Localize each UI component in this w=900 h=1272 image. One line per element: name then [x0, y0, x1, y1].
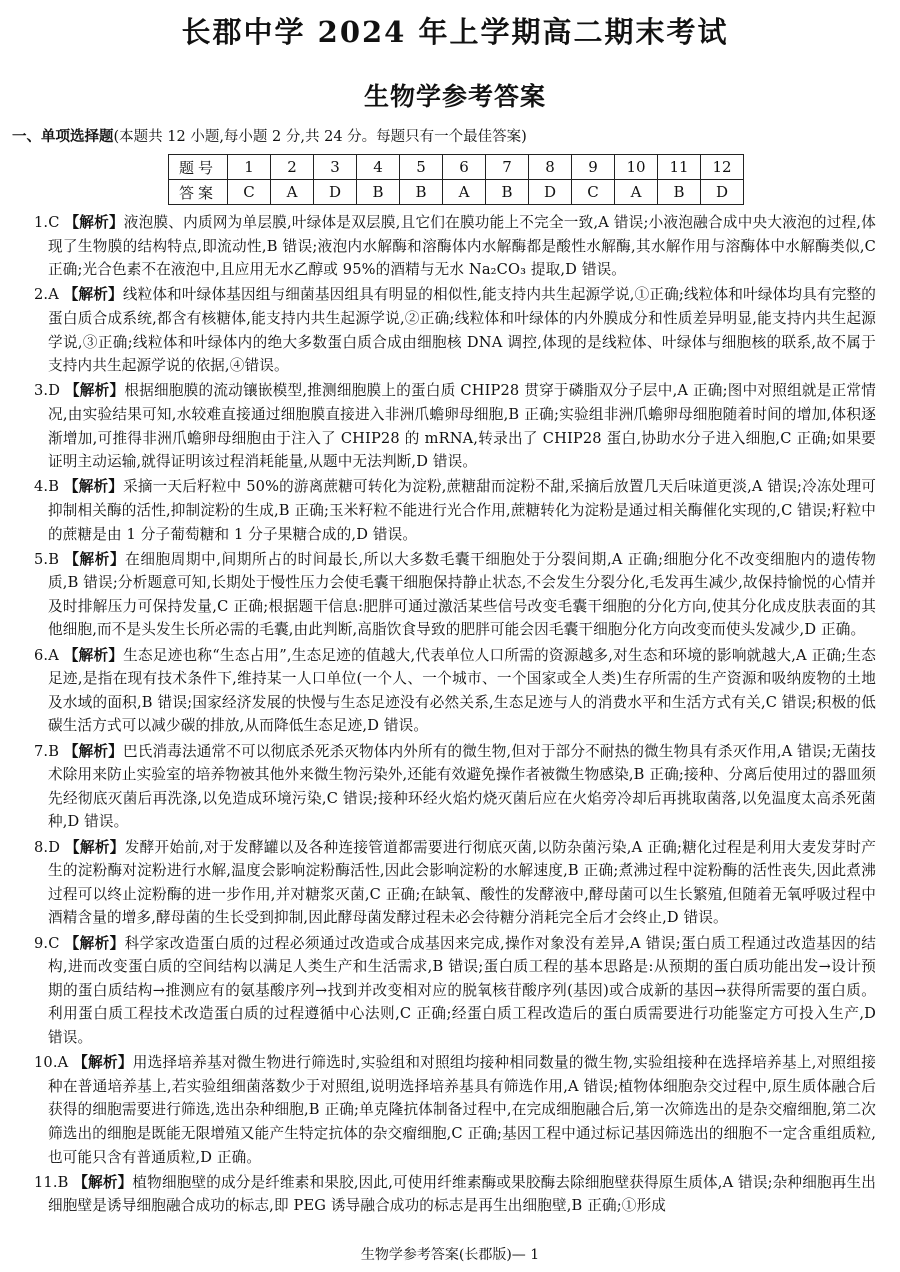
item-text: 生态足迹也称“生态占用”,生态足迹的值越大,代表单位人口所需的资源越多,对生态和环境的影响就越大,A 正确;生态足迹,是指在现有技术条件下,维持某一人口单位(一个人、一个城市、一个国家或全人类)生存所需的生产资源和吸纳废物的土地及水域的面积,B 错误;国家经济发展的快慢与生态足迹没有必然关系,生态足迹与人的消费水平和生活方式有关,C 错误;积极的低碳生活方式可以减少碳的排放,从而降低生态足迹,D 错误。 [48, 646, 876, 735]
question-number-cell: 4 [357, 155, 400, 180]
item-text: 线粒体和叶绿体基因组与细菌基因组具有明显的相似性,能支持内共生起源学说,①正确;线粒体和叶绿体均具有完整的蛋白质合成系统,都含有核糖体,能支持内共生起源学说,②正确;线粒体和叶绿体的内外膜成分和性质差异明显,能支持内共生起源学说,③正确;线粒体和叶绿体内的绝大多数蛋白质合成由细胞核 DNA 调控,体现的是线粒体、叶绿体与细胞核的联系,故不属于支持内共生起源学说的依据,④错误。 [48, 286, 876, 375]
analysis-tag: 【解析】 [63, 742, 123, 760]
explanation-item [34, 644, 876, 738]
answer-table-wrap [34, 154, 876, 205]
item-text: 液泡膜、内质网为单层膜,叶绿体是双层膜,且它们在膜功能上不完全一致,A 错误;小液泡融合成中央大液泡的过程,体现了生物膜的结构特点,即流动性,B 错误;液泡内水解酶和溶酶体内水解酶都是酸性水解酶,其水解作用与溶酶体中水解酶类似,C 正确;光合色素不在液泡中,且应用无水乙醇或 95%的酒精与无水 Na₂CO₃ 提取,D 错误。 [48, 214, 877, 279]
analysis-tag: 【解析】 [63, 478, 124, 496]
explanation-item [34, 932, 876, 1050]
item-number: 2.A [34, 286, 59, 304]
section-label: 一、单项选择题 [12, 128, 114, 145]
answer-cell: A [443, 180, 486, 205]
item-number: 10.A [34, 1054, 69, 1072]
item-text: 科学家改造蛋白质的过程必须通过改造或合成基因来完成,操作对象没有差异,A 错误;蛋白质工程通过改造基因的结构,进而改变蛋白质的空间结构以满足人类生产和生活需求,B 错误;蛋白质工程的基本思路是:从预期的蛋白质功能出发→设计预期的蛋白质结构→推测应有的氨基酸序列→找到并改变相对应的脱氧核苷酸序列(基因)或合成新的基因→获得所需要的蛋白质。利用蛋白质工程技术改造蛋白质的过程遵循中心法则,C 正确;经蛋白质工程改造后的蛋白质需要进行功能鉴定方可投入生产,D 错误。 [48, 934, 876, 1046]
answer-table [168, 154, 744, 205]
answer-table-answer-row [169, 180, 744, 205]
item-number: 4.B [34, 478, 60, 496]
answer-cell: A [615, 180, 658, 205]
item-number: 5.B [34, 550, 60, 568]
item-text: 用选择培养基对微生物进行筛选时,实验组和对照组均接种相同数量的微生物,实验组接种在选择培养基上,对照组接种在普通培养基上,若实验组细菌落数少于对照组,说明选择培养基具有筛选作用,A 错误;植物体细胞杂交过程中,原生质体融合后获得的细胞需要进行筛选,选出杂种细胞,B 正确;单克隆抗体制备过程中,在完成细胞融合后,第一次筛选出的是杂交瘤细胞,第二次筛选出的细胞是既能无限增殖又能产生特定抗体的杂交瘤细胞,C 正确;基因工程中通过标记基因筛选出的细胞不一定含重组质粒,也可能只含有普通质粒,D 正确。 [48, 1054, 876, 1166]
answer-cell: B [400, 180, 443, 205]
page-footer: 生物学参考答案(长郡版)— 1 [360, 1247, 540, 1263]
answer-cell: C [228, 180, 271, 205]
analysis-tag: 【解析】 [64, 550, 126, 568]
analysis-tag: 【解析】 [65, 838, 125, 856]
question-number-cell: 1 [228, 155, 271, 180]
explanation-item [34, 475, 876, 546]
item-text: 采摘一天后籽粒中 50%的游离蔗糖可转化为淀粉,蔗糖甜而淀粉不甜,采摘后放置几天后味道更淡,A 错误;冷冻处理可抑制相关酶的活性,抑制淀粉的生成,B 正确;玉米籽粒不能进行光合作用,蔗糖转化为淀粉是通过相关酶催化实现的,C 错误;籽粒中的蔗糖是由 1 分子葡萄糖和 1 分子果糖合成的,D 错误。 [48, 478, 876, 543]
answer-cell: D [701, 180, 744, 205]
item-number: 1.C [34, 214, 60, 231]
analysis-tag: 【解析】 [63, 646, 124, 664]
question-number-cell: 7 [486, 155, 529, 180]
answer-cell: C [572, 180, 615, 205]
item-text: 巴氏消毒法通常不可以彻底杀死杀灭物体内外所有的微生物,但对于部分不耐热的微生物具有杀灭作用,A 错误;无菌技术除用来防止实验室的培养物被其他外来微生物污染外,还能有效避免操作者被微生物感染,B 正确;接种、分离后使用过的器皿须先经彻底灭菌后再洗涤,以免造成环境污染,C 错误;接种环经火焰灼烧灭菌后应在火焰旁冷却后再挑取菌落,以免温度太高杀死菌种,D 错误。 [48, 742, 876, 831]
item-number: 9.C [34, 934, 60, 952]
answer-cell: B [486, 180, 529, 205]
item-text: 植物细胞壁的成分是纤维素和果胶,因此,可使用纤维素酶或果胶酶去除细胞壁获得原生质体,A 错误;杂种细胞再生出细胞壁是诱导细胞融合成功的标志,即 PEG 诱导融合成功的标志是再生出细胞壁,B 正确;①形成 [48, 1173, 876, 1215]
explanation-item [34, 1171, 876, 1218]
answer-table-number-row [169, 155, 744, 180]
answer-cell: D [314, 180, 357, 205]
analysis-tag: 【解析】 [64, 214, 124, 231]
question-number-cell: 12 [701, 155, 744, 180]
item-number: 8.D [34, 838, 61, 856]
analysis-tag: 【解析】 [64, 382, 125, 400]
item-number: 11.B [34, 1173, 69, 1191]
explanation-item [34, 740, 876, 834]
explanation-item [34, 283, 876, 377]
analysis-tag: 【解析】 [73, 1173, 133, 1191]
question-number-cell: 10 [615, 155, 658, 180]
question-number-cell: 6 [443, 155, 486, 180]
answer-cell: B [357, 180, 400, 205]
question-number-cell: 11 [658, 155, 701, 180]
question-number-cell: 2 [271, 155, 314, 180]
question-number-cell: 3 [314, 155, 357, 180]
analysis-tag: 【解析】 [73, 1054, 133, 1072]
answer-cell: D [529, 180, 572, 205]
page-title: 长郡中学 2024 年上学期高二期末考试 [181, 15, 729, 49]
explanation-item [34, 1051, 876, 1169]
explanation-item [34, 548, 876, 642]
item-number: 7.B [34, 742, 60, 760]
question-number-cell: 9 [572, 155, 615, 180]
analysis-tag: 【解析】 [64, 934, 125, 952]
item-text: 在细胞周期中,间期所占的时间最长,所以大多数毛囊干细胞处于分裂间期,A 正确;细胞分化不改变细胞内的遗传物质,B 错误;分析题意可知,长期处于慢性压力会使毛囊干细胞保持静止状态,不会发生分裂分化,毛发再生减少,故保持愉悦的心情并及时排解压力可保持发量,C 正确;根据题干信息:肥胖可通过激活某些信号改变毛囊干细胞的分化方向,使其分化成皮肤表面的其他细胞,而不是头发生长所必需的毛囊,由此判断,高脂饮食导致的肥胖可能会因毛囊干细胞分化方向改变而使头发减少,D 正确。 [48, 550, 876, 639]
section-heading [12, 126, 876, 148]
explanation-item [34, 211, 876, 282]
item-text: 发酵开始前,对于发酵罐以及各种连接管道都需要进行彻底灭菌,以防杂菌污染,A 正确;糖化过程是利用大麦发芽时产生的淀粉酶对淀粉进行水解,温度会影响淀粉酶活性,因此会影响淀粉的水解速度,B 正确;煮沸过程中淀粉酶的活性丧失,因此煮沸过程可以终止淀粉酶的进一步作用,并对糖浆灭菌,C 正确;在缺氧、酸性的发酵液中,酵母菌可以生长繁殖,但随着无氧呼吸过程中酒精含量的增多,酵母菌的生长受到抑制,因此酵母菌发酵过程未必会待糖分消耗完全后才会终止,D 错误。 [48, 838, 876, 927]
analysis-tag: 【解析】 [63, 286, 123, 304]
explanation-item [34, 836, 876, 930]
item-number: 3.D [34, 382, 61, 400]
item-number: 6.A [34, 646, 59, 664]
answer-cell: B [658, 180, 701, 205]
row-label-number: 题号 [169, 155, 228, 180]
explanations [34, 211, 876, 1218]
section-note: (本题共 12 小题,每小题 2 分,共 24 分。每题只有一个最佳答案) [113, 129, 527, 145]
explanation-item [34, 379, 876, 473]
item-text: 根据细胞膜的流动镶嵌模型,推测细胞膜上的蛋白质 CHIP28 贯穿于磷脂双分子层中,A 正确;图中对照组就是正常情况,由实验结果可知,水较难直接通过细胞膜直接进入非洲爪蟾卵母细胞,B 正确;实验组非洲爪蟾卵母细胞随着时间的增加,体积逐渐增加,可推得非洲爪蟾卵母细胞由于注入了 CHIP28 的 mRNA,转录出了 CHIP28 蛋白,协助水分子进入细胞,C 正确;如果要证明主动运输,就得证明该过程消耗能量,从题中无法判断,D 错误。 [48, 382, 876, 471]
answer-cell: A [271, 180, 314, 205]
question-number-cell: 8 [529, 155, 572, 180]
page-subtitle: 生物学参考答案 [363, 82, 546, 111]
question-number-cell: 5 [400, 155, 443, 180]
row-label-answer: 答案 [169, 180, 228, 205]
